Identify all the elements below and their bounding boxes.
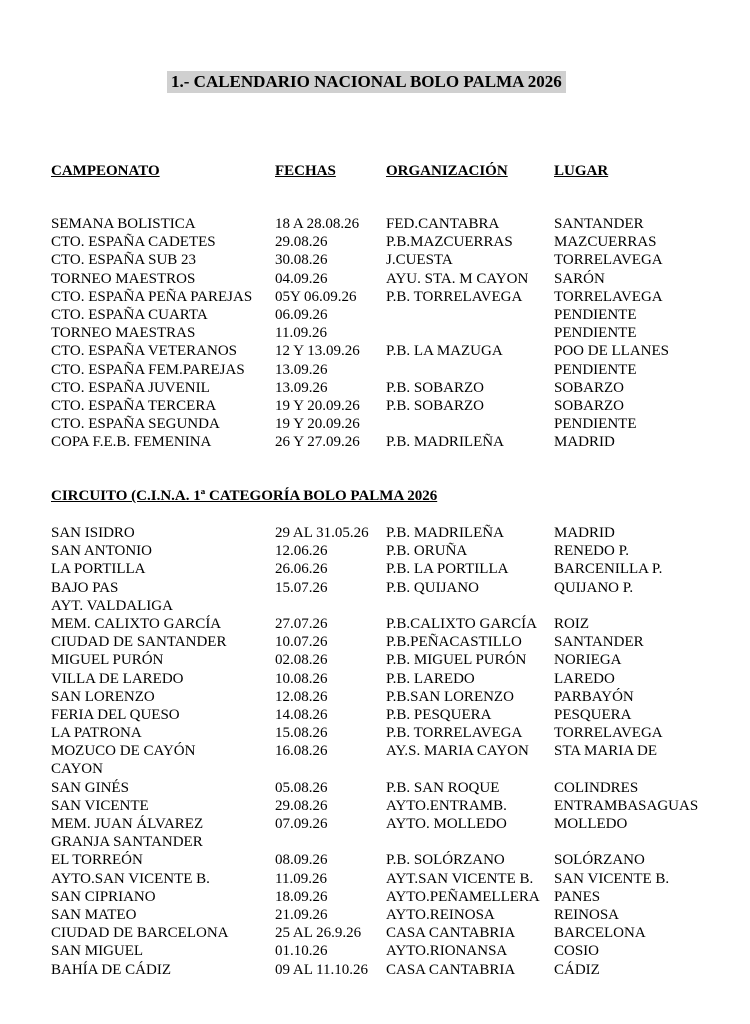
event-place: SARÓN bbox=[554, 270, 605, 287]
event-name: MOZUCO DE CAYÓN bbox=[51, 743, 196, 760]
table-row bbox=[0, 797, 750, 815]
event-place: SAN VICENTE B. bbox=[554, 870, 670, 887]
event-place: ENTRAMBASAGUAS bbox=[554, 797, 699, 814]
event-organizer: AYU. STA. M CAYON bbox=[386, 270, 529, 287]
event-name: GRANJA SANTANDER bbox=[51, 834, 203, 851]
event-place: COSIO bbox=[554, 943, 600, 960]
event-name: CTO. ESPAÑA SUB 23 bbox=[51, 252, 197, 269]
event-name: SAN CIPRIANO bbox=[51, 888, 156, 905]
event-date: 18 A 28.08.26 bbox=[275, 216, 360, 232]
event-date: 05Y 06.09.26 bbox=[275, 288, 357, 305]
event-date: 12.06.26 bbox=[275, 543, 328, 560]
event-place: PARBAYÓN bbox=[554, 688, 634, 705]
header-campeonato: CAMPEONATO bbox=[51, 163, 160, 179]
event-organizer: P.B. MADRILEÑA bbox=[386, 525, 504, 541]
event-organizer: P.B. SOLÓRZANO bbox=[386, 852, 505, 869]
event-date: 11.09.26 bbox=[275, 870, 327, 887]
event-organizer: P.B. SOBARZO bbox=[386, 397, 484, 414]
event-name: MIGUEL PURÓN bbox=[51, 652, 164, 669]
event-organizer: P.B. LA MAZUGA bbox=[386, 343, 503, 360]
event-organizer: J.CUESTA bbox=[386, 252, 453, 269]
event-organizer: P.B.MAZCUERRAS bbox=[386, 234, 513, 251]
event-organizer: P.B. TORRELAVEGA bbox=[386, 725, 523, 742]
event-organizer: P.B. ORUÑA bbox=[386, 543, 468, 560]
event-place: MOLLEDO bbox=[554, 816, 628, 832]
event-date: 14.08.26 bbox=[275, 706, 328, 723]
event-name: AYT. VALDALIGA bbox=[51, 597, 173, 614]
event-date: 29 AL 31.05.26 bbox=[275, 525, 369, 541]
table-row bbox=[0, 815, 750, 833]
event-place: TORRELAVEGA bbox=[554, 288, 663, 305]
event-name: SAN GINÉS bbox=[51, 779, 129, 796]
event-place: MAZCUERRAS bbox=[554, 234, 657, 251]
event-place: ROIZ bbox=[554, 615, 589, 632]
event-organizer: P.B.PEÑACASTILLO bbox=[386, 634, 522, 651]
event-organizer: AY.S. MARIA CAYON bbox=[386, 743, 529, 760]
event-place: STA MARIA DE bbox=[554, 743, 657, 760]
event-date: 10.08.26 bbox=[275, 670, 328, 687]
table-row bbox=[0, 342, 750, 360]
event-organizer: CASA CANTABRIA bbox=[386, 925, 516, 942]
event-organizer: P.B. LA PORTILLA bbox=[386, 561, 509, 578]
circuit-table bbox=[0, 524, 750, 979]
table-row bbox=[0, 924, 750, 942]
table-row bbox=[0, 251, 750, 269]
event-date: 06.09.26 bbox=[275, 306, 328, 323]
event-date: 08.09.26 bbox=[275, 852, 328, 869]
event-date: 05.08.26 bbox=[275, 779, 328, 796]
table-row bbox=[0, 706, 750, 724]
event-place: PESQUERA bbox=[554, 706, 632, 723]
event-date: 11.09.26 bbox=[275, 325, 327, 342]
event-date: 09 AL 11.10.26 bbox=[275, 961, 369, 978]
table-row bbox=[0, 270, 750, 288]
event-name: BAJO PAS bbox=[51, 579, 119, 596]
event-date: 26.06.26 bbox=[275, 561, 328, 578]
header-lugar: LUGAR bbox=[554, 163, 609, 179]
event-name: LA PATRONA bbox=[51, 725, 142, 742]
event-place: RENEDO P. bbox=[554, 543, 630, 560]
event-name: SAN ISIDRO bbox=[51, 525, 135, 541]
table-row bbox=[0, 288, 750, 306]
event-name: FERIA DEL QUESO bbox=[51, 706, 180, 723]
event-name: EL TORREÓN bbox=[51, 852, 143, 869]
event-name: CTO. ESPAÑA SEGUNDA bbox=[51, 416, 220, 433]
event-name: TORNEO MAESTROS bbox=[51, 270, 196, 287]
event-date: 29.08.26 bbox=[275, 797, 328, 814]
event-date: 16.08.26 bbox=[275, 743, 328, 760]
event-organizer: P.B.CALIXTO GARCÍA bbox=[386, 615, 537, 632]
event-organizer: AYTO.PEÑAMELLERA bbox=[386, 888, 540, 905]
table-row bbox=[0, 597, 750, 615]
event-name: MEM. CALIXTO GARCÍA bbox=[51, 615, 222, 632]
table-row bbox=[0, 906, 750, 924]
event-date: 12.08.26 bbox=[275, 688, 328, 705]
event-name: AYTO.SAN VICENTE B. bbox=[51, 870, 210, 887]
event-place: TORRELAVEGA bbox=[554, 252, 663, 269]
event-place: TORRELAVEGA bbox=[554, 725, 663, 742]
event-organizer: P.B. SAN ROQUE bbox=[386, 779, 500, 796]
table-row bbox=[0, 870, 750, 888]
calendar-table bbox=[0, 215, 750, 451]
event-date: 21.09.26 bbox=[275, 906, 328, 923]
page-title: 1.- CALENDARIO NACIONAL BOLO PALMA 2026 bbox=[167, 71, 566, 93]
event-date: 29.08.26 bbox=[275, 234, 328, 251]
table-row bbox=[0, 433, 750, 451]
event-place: PENDIENTE bbox=[554, 306, 637, 323]
event-date: 13.09.26 bbox=[275, 361, 328, 378]
table-row bbox=[0, 724, 750, 742]
event-name: CTO. ESPAÑA FEM.PAREJAS bbox=[51, 361, 245, 378]
event-date: 07.09.26 bbox=[275, 816, 328, 832]
table-row bbox=[0, 361, 750, 379]
event-date: 04.09.26 bbox=[275, 270, 328, 287]
event-name: CIUDAD DE BARCELONA bbox=[51, 925, 229, 942]
event-place: SOBARZO bbox=[554, 397, 625, 414]
event-name: CTO. ESPAÑA TERCERA bbox=[51, 397, 217, 414]
header-organizacion: ORGANIZACIÓN bbox=[386, 163, 508, 179]
event-organizer: P.B. MADRILEÑA bbox=[386, 434, 504, 451]
event-place: NORIEGA bbox=[554, 652, 622, 669]
event-place: CÁDIZ bbox=[554, 961, 600, 978]
event-place: SOLÓRZANO bbox=[554, 852, 645, 869]
event-name: CTO. ESPAÑA CUARTA bbox=[51, 306, 208, 323]
circuit-title: CIRCUITO (C.I.N.A. 1ª CATEGORÍA BOLO PALMA 2026 bbox=[51, 488, 438, 504]
event-place: MADRID bbox=[554, 525, 615, 541]
event-date: 01.10.26 bbox=[275, 943, 328, 960]
event-name: CTO. ESPAÑA JUVENIL bbox=[51, 379, 210, 396]
event-date: 15.08.26 bbox=[275, 725, 328, 742]
event-place: SANTANDER bbox=[554, 634, 644, 651]
event-name: BAHÍA DE CÁDIZ bbox=[51, 961, 171, 978]
table-row bbox=[0, 670, 750, 688]
event-place: SANTANDER bbox=[554, 216, 644, 232]
event-date: 19 Y 20.09.26 bbox=[275, 416, 360, 433]
event-place: BARCENILLA P. bbox=[554, 561, 663, 578]
event-date: 10.07.26 bbox=[275, 634, 328, 651]
event-place: BARCELONA bbox=[554, 925, 646, 942]
event-organizer: AYTO.REINOSA bbox=[386, 906, 495, 923]
table-row bbox=[0, 542, 750, 560]
table-row bbox=[0, 961, 750, 979]
event-organizer: FED.CANTABRA bbox=[386, 216, 500, 232]
event-name: SAN VICENTE bbox=[51, 797, 149, 814]
event-date: 12 Y 13.09.26 bbox=[275, 343, 360, 360]
header-fechas: FECHAS bbox=[275, 163, 336, 179]
table-row bbox=[0, 851, 750, 869]
event-date: 02.08.26 bbox=[275, 652, 328, 669]
event-date: 26 Y 27.09.26 bbox=[275, 434, 360, 451]
event-name: TORNEO MAESTRAS bbox=[51, 325, 196, 342]
event-organizer: P.B. SOBARZO bbox=[386, 379, 484, 396]
table-row bbox=[0, 233, 750, 251]
event-date: 15.07.26 bbox=[275, 579, 328, 596]
table-row bbox=[0, 324, 750, 342]
event-organizer: AYTO.RIONANSA bbox=[386, 943, 508, 960]
event-date: 18.09.26 bbox=[275, 888, 328, 905]
event-place: QUIJANO P. bbox=[554, 579, 634, 596]
event-name: SAN ANTONIO bbox=[51, 543, 152, 560]
event-date: 27.07.26 bbox=[275, 615, 328, 632]
table-row bbox=[0, 888, 750, 906]
event-date: 19 Y 20.09.26 bbox=[275, 397, 360, 414]
table-row bbox=[0, 560, 750, 578]
event-name: SAN MATEO bbox=[51, 906, 137, 923]
event-organizer: AYT.SAN VICENTE B. bbox=[386, 870, 534, 887]
event-place: PENDIENTE bbox=[554, 325, 637, 342]
event-place: SOBARZO bbox=[554, 379, 625, 396]
table-row bbox=[0, 306, 750, 324]
table-row bbox=[0, 579, 750, 597]
event-date: 25 AL 26.9.26 bbox=[275, 925, 362, 942]
event-date: 30.08.26 bbox=[275, 252, 328, 269]
event-name: CTO. ESPAÑA PEÑA PAREJAS bbox=[51, 288, 253, 305]
event-name: SEMANA BOLISTICA bbox=[51, 216, 196, 232]
event-name: SAN MIGUEL bbox=[51, 943, 144, 960]
event-organizer: AYTO.ENTRAMB. bbox=[386, 797, 507, 814]
event-name: SAN LORENZO bbox=[51, 688, 155, 705]
event-place: MADRID bbox=[554, 434, 615, 451]
event-name: COPA F.E.B. FEMENINA bbox=[51, 434, 212, 451]
event-organizer: P.B. PESQUERA bbox=[386, 706, 492, 723]
event-date: 13.09.26 bbox=[275, 379, 328, 396]
table-row bbox=[0, 524, 750, 542]
event-organizer: P.B. LAREDO bbox=[386, 670, 475, 687]
event-place: REINOSA bbox=[554, 906, 620, 923]
event-name: CAYON bbox=[51, 761, 103, 778]
event-organizer: P.B.SAN LORENZO bbox=[386, 688, 514, 705]
table-row bbox=[0, 742, 750, 760]
event-name: CIUDAD DE SANTANDER bbox=[51, 634, 227, 651]
event-organizer: P.B. MIGUEL PURÓN bbox=[386, 652, 527, 669]
table-row bbox=[0, 615, 750, 633]
event-place: PANES bbox=[554, 888, 601, 905]
event-organizer: CASA CANTABRIA bbox=[386, 961, 516, 978]
table-row bbox=[0, 760, 750, 778]
table-row bbox=[0, 415, 750, 433]
table-row bbox=[0, 397, 750, 415]
event-place: PENDIENTE bbox=[554, 361, 637, 378]
event-place: COLINDRES bbox=[554, 779, 639, 796]
table-row bbox=[0, 942, 750, 960]
event-organizer: P.B. QUIJANO bbox=[386, 579, 479, 596]
table-row bbox=[0, 779, 750, 797]
event-name: VILLA DE LAREDO bbox=[51, 670, 184, 687]
event-place: PENDIENTE bbox=[554, 416, 637, 433]
event-name: MEM. JUAN ÁLVAREZ bbox=[51, 816, 204, 832]
table-row bbox=[0, 688, 750, 706]
event-place: POO DE LLANES bbox=[554, 343, 669, 360]
event-name: LA PORTILLA bbox=[51, 561, 146, 578]
event-name: CTO. ESPAÑA VETERANOS bbox=[51, 343, 238, 360]
table-row bbox=[0, 833, 750, 851]
event-organizer: P.B. TORRELAVEGA bbox=[386, 288, 523, 305]
event-organizer: AYTO. MOLLEDO bbox=[386, 816, 507, 832]
column-headers bbox=[0, 161, 750, 181]
table-row bbox=[0, 651, 750, 669]
event-name: CTO. ESPAÑA CADETES bbox=[51, 234, 216, 251]
table-row bbox=[0, 379, 750, 397]
table-row bbox=[0, 633, 750, 651]
table-row bbox=[0, 215, 750, 233]
event-place: LAREDO bbox=[554, 670, 615, 687]
